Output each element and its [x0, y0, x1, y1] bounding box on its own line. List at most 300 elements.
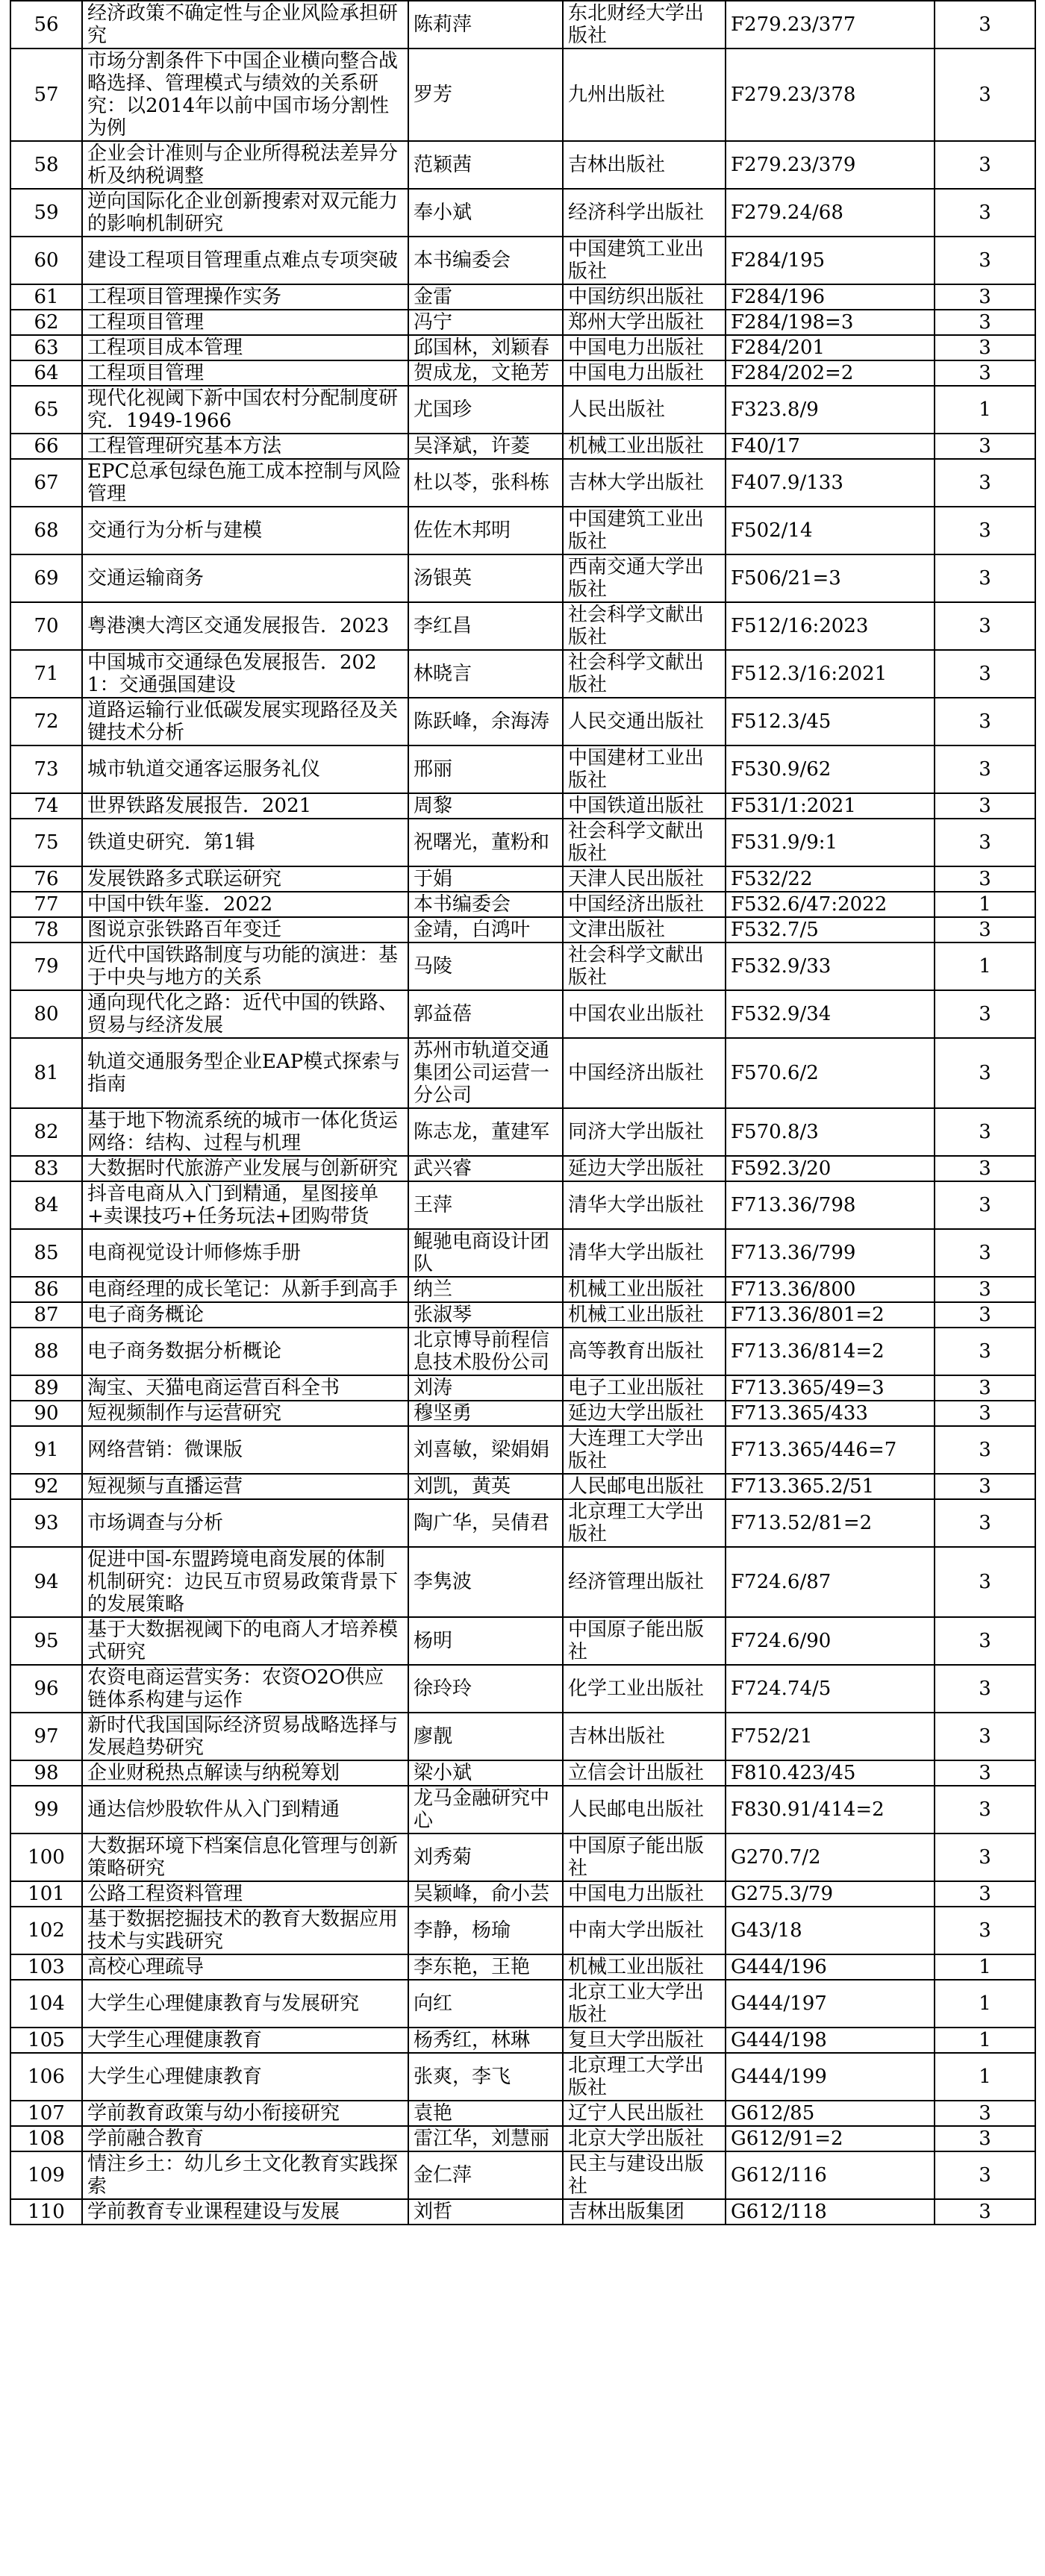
call-number: F724.74/5 — [726, 1665, 935, 1713]
book-publisher: 机械工业出版社 — [563, 434, 726, 459]
book-author: 奉小斌 — [408, 189, 563, 237]
book-title: 电子商务概论 — [82, 1302, 408, 1328]
call-number: F724.6/87 — [726, 1547, 935, 1617]
book-title: EPC总承包绿色施工成本控制与风险管理 — [82, 459, 408, 507]
book-author: 鲲驰电商设计团队 — [408, 1229, 563, 1277]
book-title: 学前融合教育 — [82, 2126, 408, 2151]
book-publisher: 中国原子能出版社 — [563, 1617, 726, 1665]
book-author: 林晓言 — [408, 650, 563, 698]
book-title: 铁道史研究．第1辑 — [82, 819, 408, 866]
book-publisher: 天津人民出版社 — [563, 866, 726, 892]
table-row — [10, 141, 1035, 189]
book-publisher: 机械工业出版社 — [563, 1954, 726, 1980]
table-row — [10, 1, 1035, 49]
book-publisher: 复旦大学出版社 — [563, 2028, 726, 2053]
table-row — [10, 917, 1035, 942]
book-author: 纳兰 — [408, 1277, 563, 1302]
copy-count: 3 — [935, 1881, 1035, 1907]
book-title: 公路工程资料管理 — [82, 1881, 408, 1907]
book-author: 李东艳，王艳 — [408, 1954, 563, 1980]
copy-count: 1 — [935, 1980, 1035, 2028]
table-row — [10, 1499, 1035, 1547]
book-title: 抖音电商从入门到精通，星图接单+卖课技巧+任务玩法+团购带货 — [82, 1181, 408, 1229]
call-number: G612/91=2 — [726, 2126, 935, 2151]
book-title: 工程项目管理 — [82, 310, 408, 335]
copy-count: 3 — [935, 2126, 1035, 2151]
row-number: 58 — [10, 141, 82, 189]
row-number: 108 — [10, 2126, 82, 2151]
copy-count: 3 — [935, 1617, 1035, 1665]
row-number: 59 — [10, 189, 82, 237]
row-number: 75 — [10, 819, 82, 866]
book-publisher: 中国经济出版社 — [563, 892, 726, 917]
book-publisher: 大连理工大学出版社 — [563, 1426, 726, 1474]
call-number: G275.3/79 — [726, 1881, 935, 1907]
table-row — [10, 990, 1035, 1038]
row-number: 68 — [10, 507, 82, 554]
book-title: 淘宝、天猫电商运营百科全书 — [82, 1375, 408, 1401]
book-author: 刘凯，黄英 — [408, 1474, 563, 1499]
call-number: F530.9/62 — [726, 745, 935, 793]
book-title: 高校心理疏导 — [82, 1954, 408, 1980]
table-row — [10, 2101, 1035, 2126]
book-title: 市场分割条件下中国企业横向整合战略选择、管理模式与绩效的关系研究：以2014年以前中国市场分割性为例 — [82, 49, 408, 141]
copy-count: 3 — [935, 189, 1035, 237]
book-publisher: 文津出版社 — [563, 917, 726, 942]
book-author: 金仁萍 — [408, 2151, 563, 2199]
book-publisher: 郑州大学出版社 — [563, 310, 726, 335]
call-number: G444/199 — [726, 2053, 935, 2101]
table-row — [10, 237, 1035, 284]
table-row — [10, 1375, 1035, 1401]
table-row — [10, 1038, 1035, 1108]
book-title: 大学生心理健康教育与发展研究 — [82, 1980, 408, 2028]
book-author: 张淑琴 — [408, 1302, 563, 1328]
copy-count: 3 — [935, 1156, 1035, 1181]
book-publisher: 中国经济出版社 — [563, 1038, 726, 1108]
book-publisher: 人民出版社 — [563, 386, 726, 434]
copy-count: 1 — [935, 942, 1035, 990]
book-author: 于娟 — [408, 866, 563, 892]
book-title: 大学生心理健康教育 — [82, 2053, 408, 2101]
book-publisher: 中国纺织出版社 — [563, 284, 726, 310]
copy-count: 3 — [935, 1108, 1035, 1156]
book-author: 刘哲 — [408, 2199, 563, 2225]
copy-count: 3 — [935, 554, 1035, 602]
book-author: 北京博导前程信息技术股份公司 — [408, 1328, 563, 1375]
copy-count: 3 — [935, 866, 1035, 892]
book-title: 工程项目成本管理 — [82, 335, 408, 360]
row-number: 84 — [10, 1181, 82, 1229]
book-title: 电商经理的成长笔记：从新手到高手 — [82, 1277, 408, 1302]
call-number: F713.365/49=3 — [726, 1375, 935, 1401]
call-number: F512/16:2023 — [726, 602, 935, 650]
call-number: F512.3/45 — [726, 698, 935, 745]
book-publisher: 社会科学文献出版社 — [563, 650, 726, 698]
row-number: 80 — [10, 990, 82, 1038]
copy-count: 3 — [935, 141, 1035, 189]
book-publisher: 社会科学文献出版社 — [563, 819, 726, 866]
book-publisher: 北京理工大学出版社 — [563, 2053, 726, 2101]
book-title: 情注乡土：幼儿乡土文化教育实践探索 — [82, 2151, 408, 2199]
book-publisher: 化学工业出版社 — [563, 1665, 726, 1713]
book-publisher: 中国建筑工业出版社 — [563, 237, 726, 284]
book-publisher: 中国建材工业出版社 — [563, 745, 726, 793]
book-title: 促进中国-东盟跨境电商发展的体制机制研究：边民互市贸易政策背景下的发展策略 — [82, 1547, 408, 1617]
row-number: 56 — [10, 1, 82, 49]
book-author: 杨明 — [408, 1617, 563, 1665]
book-title: 大数据环境下档案信息化管理与创新策略研究 — [82, 1833, 408, 1881]
copy-count: 3 — [935, 1038, 1035, 1108]
table-row — [10, 1302, 1035, 1328]
table-row — [10, 459, 1035, 507]
book-publisher: 吉林出版集团 — [563, 2199, 726, 2225]
table-row — [10, 1617, 1035, 1665]
book-publisher: 延边大学出版社 — [563, 1156, 726, 1181]
book-title: 交通行为分析与建模 — [82, 507, 408, 554]
row-number: 89 — [10, 1375, 82, 1401]
row-number: 95 — [10, 1617, 82, 1665]
book-publisher: 机械工业出版社 — [563, 1302, 726, 1328]
table-row — [10, 284, 1035, 310]
book-publisher: 高等教育出版社 — [563, 1328, 726, 1375]
book-author: 郭益蓓 — [408, 990, 563, 1038]
table-row — [10, 1786, 1035, 1833]
book-author: 尤国珍 — [408, 386, 563, 434]
call-number: F502/14 — [726, 507, 935, 554]
book-title: 大数据时代旅游产业发展与创新研究 — [82, 1156, 408, 1181]
row-number: 63 — [10, 335, 82, 360]
book-author: 金雷 — [408, 284, 563, 310]
call-number: F713.365/446=7 — [726, 1426, 935, 1474]
call-number: G444/196 — [726, 1954, 935, 1980]
call-number: F532.9/34 — [726, 990, 935, 1038]
call-number: G270.7/2 — [726, 1833, 935, 1881]
call-number: F713.36/799 — [726, 1229, 935, 1277]
book-publisher: 北京理工大学出版社 — [563, 1499, 726, 1547]
book-title: 逆向国际化企业创新搜索对双元能力的影响机制研究 — [82, 189, 408, 237]
call-number: F724.6/90 — [726, 1617, 935, 1665]
call-number: F532.7/5 — [726, 917, 935, 942]
book-author: 刘喜敏，梁娟娟 — [408, 1426, 563, 1474]
book-author: 陈志龙，董建军 — [408, 1108, 563, 1156]
book-publisher: 中国建筑工业出版社 — [563, 507, 726, 554]
table-row — [10, 335, 1035, 360]
book-author: 贺成龙，文艳芳 — [408, 360, 563, 386]
book-title: 道路运输行业低碳发展实现路径及关键技术分析 — [82, 698, 408, 745]
call-number: G612/85 — [726, 2101, 935, 2126]
book-title: 建设工程项目管理重点难点专项突破 — [82, 237, 408, 284]
call-number: F284/201 — [726, 335, 935, 360]
table-row — [10, 650, 1035, 698]
copy-count: 3 — [935, 360, 1035, 386]
call-number: F713.365/433 — [726, 1401, 935, 1426]
book-author: 金靖，白鸿叶 — [408, 917, 563, 942]
row-number: 76 — [10, 866, 82, 892]
copy-count: 3 — [935, 1665, 1035, 1713]
call-number: F40/17 — [726, 434, 935, 459]
copy-count: 3 — [935, 335, 1035, 360]
copy-count: 3 — [935, 237, 1035, 284]
book-author: 邢丽 — [408, 745, 563, 793]
table-row — [10, 745, 1035, 793]
book-author: 雷江华，刘慧丽 — [408, 2126, 563, 2151]
row-number: 82 — [10, 1108, 82, 1156]
row-number: 97 — [10, 1713, 82, 1760]
book-author: 龙马金融研究中心 — [408, 1786, 563, 1833]
book-publisher: 吉林出版社 — [563, 141, 726, 189]
row-number: 102 — [10, 1907, 82, 1954]
book-author: 冯宁 — [408, 310, 563, 335]
copy-count: 3 — [935, 1907, 1035, 1954]
call-number: F284/198=3 — [726, 310, 935, 335]
table-row — [10, 1277, 1035, 1302]
book-publisher: 立信会计出版社 — [563, 1760, 726, 1786]
book-title: 近代中国铁路制度与功能的演进：基于中央与地方的关系 — [82, 942, 408, 990]
call-number: F830.91/414=2 — [726, 1786, 935, 1833]
table-row — [10, 49, 1035, 141]
book-title: 企业财税热点解读与纳税筹划 — [82, 1760, 408, 1786]
row-number: 93 — [10, 1499, 82, 1547]
book-publisher: 延边大学出版社 — [563, 1401, 726, 1426]
table-row — [10, 2151, 1035, 2199]
book-publisher: 辽宁人民出版社 — [563, 2101, 726, 2126]
table-row — [10, 434, 1035, 459]
copy-count: 3 — [935, 819, 1035, 866]
row-number: 103 — [10, 1954, 82, 1980]
row-number: 77 — [10, 892, 82, 917]
row-number: 83 — [10, 1156, 82, 1181]
row-number: 92 — [10, 1474, 82, 1499]
row-number: 66 — [10, 434, 82, 459]
table-row — [10, 1181, 1035, 1229]
row-number: 70 — [10, 602, 82, 650]
book-author: 罗芳 — [408, 49, 563, 141]
copy-count: 3 — [935, 1302, 1035, 1328]
book-author: 吴颖峰，俞小芸 — [408, 1881, 563, 1907]
table-row — [10, 1328, 1035, 1375]
book-title: 市场调查与分析 — [82, 1499, 408, 1547]
table-row — [10, 1108, 1035, 1156]
book-author: 本书编委会 — [408, 237, 563, 284]
table-row — [10, 942, 1035, 990]
book-title: 粤港澳大湾区交通发展报告．2023 — [82, 602, 408, 650]
table-row — [10, 310, 1035, 335]
book-title: 经济政策不确定性与企业风险承担研究 — [82, 1, 408, 49]
copy-count: 3 — [935, 1833, 1035, 1881]
book-author: 武兴睿 — [408, 1156, 563, 1181]
book-author: 杨秀红，林琳 — [408, 2028, 563, 2053]
book-publisher: 吉林大学出版社 — [563, 459, 726, 507]
row-number: 57 — [10, 49, 82, 141]
table-row — [10, 1426, 1035, 1474]
copy-count: 3 — [935, 990, 1035, 1038]
book-title: 工程项目管理 — [82, 360, 408, 386]
book-title: 大学生心理健康教育 — [82, 2028, 408, 2053]
book-author: 刘秀菊 — [408, 1833, 563, 1881]
copy-count: 3 — [935, 1547, 1035, 1617]
book-author: 向红 — [408, 1980, 563, 2028]
book-title: 新时代我国国际经济贸易战略选择与发展趋势研究 — [82, 1713, 408, 1760]
book-title: 通达信炒股软件从入门到精通 — [82, 1786, 408, 1833]
copy-count: 3 — [935, 1181, 1035, 1229]
row-number: 78 — [10, 917, 82, 942]
book-author: 本书编委会 — [408, 892, 563, 917]
book-publisher: 东北财经大学出版社 — [563, 1, 726, 49]
book-publisher: 西南交通大学出版社 — [563, 554, 726, 602]
book-author: 陈莉萍 — [408, 1, 563, 49]
table-row — [10, 1881, 1035, 1907]
copy-count: 3 — [935, 434, 1035, 459]
book-author: 杜以苓，张科栋 — [408, 459, 563, 507]
call-number: F531/1:2021 — [726, 793, 935, 819]
book-author: 祝曙光，董粉和 — [408, 819, 563, 866]
book-publisher: 北京大学出版社 — [563, 2126, 726, 2151]
call-number: F570.8/3 — [726, 1108, 935, 1156]
call-number: G444/197 — [726, 1980, 935, 2028]
row-number: 69 — [10, 554, 82, 602]
call-number: F713.36/814=2 — [726, 1328, 935, 1375]
copy-count: 3 — [935, 459, 1035, 507]
table-row — [10, 698, 1035, 745]
row-number: 110 — [10, 2199, 82, 2225]
row-number: 109 — [10, 2151, 82, 2199]
call-number: F323.8/9 — [726, 386, 935, 434]
book-title: 农资电商运营实务：农资O2O供应链体系构建与运作 — [82, 1665, 408, 1713]
book-title: 基于大数据视阈下的电商人才培养模式研究 — [82, 1617, 408, 1665]
copy-count: 3 — [935, 602, 1035, 650]
table-row — [10, 866, 1035, 892]
table-row — [10, 1980, 1035, 2028]
call-number: F279.23/377 — [726, 1, 935, 49]
copy-count: 3 — [935, 793, 1035, 819]
row-number: 105 — [10, 2028, 82, 2053]
copy-count: 3 — [935, 1786, 1035, 1833]
copy-count: 3 — [935, 650, 1035, 698]
row-number: 99 — [10, 1786, 82, 1833]
row-number: 98 — [10, 1760, 82, 1786]
copy-count: 3 — [935, 1713, 1035, 1760]
book-publisher: 电子工业出版社 — [563, 1375, 726, 1401]
book-publisher: 人民邮电出版社 — [563, 1786, 726, 1833]
book-title: 现代化视阈下新中国农村分配制度研究．1949-1966 — [82, 386, 408, 434]
book-title: 通向现代化之路：近代中国的铁路、贸易与经济发展 — [82, 990, 408, 1038]
book-title: 基于数据挖掘技术的教育大数据应用技术与实践研究 — [82, 1907, 408, 1954]
book-publisher: 经济科学出版社 — [563, 189, 726, 237]
book-title: 轨道交通服务型企业EAP模式探索与指南 — [82, 1038, 408, 1108]
call-number: F532/22 — [726, 866, 935, 892]
table-row — [10, 1547, 1035, 1617]
copy-count: 1 — [935, 892, 1035, 917]
book-author: 苏州市轨道交通集团公司运营一分公司 — [408, 1038, 563, 1108]
table-row — [10, 1665, 1035, 1713]
book-publisher: 中国原子能出版社 — [563, 1833, 726, 1881]
book-author: 廖靓 — [408, 1713, 563, 1760]
table-row — [10, 892, 1035, 917]
row-number: 79 — [10, 942, 82, 990]
call-number: F279.24/68 — [726, 189, 935, 237]
book-author: 李红昌 — [408, 602, 563, 650]
call-number: F713.36/798 — [726, 1181, 935, 1229]
book-title: 网络营销：微课版 — [82, 1426, 408, 1474]
copy-count: 3 — [935, 698, 1035, 745]
row-number: 81 — [10, 1038, 82, 1108]
copy-count: 3 — [935, 745, 1035, 793]
row-number: 67 — [10, 459, 82, 507]
book-list-table — [10, 0, 1036, 2225]
book-publisher: 人民邮电出版社 — [563, 1474, 726, 1499]
book-publisher: 社会科学文献出版社 — [563, 602, 726, 650]
copy-count: 1 — [935, 386, 1035, 434]
book-title: 企业会计准则与企业所得税法差异分析及纳税调整 — [82, 141, 408, 189]
book-author: 李隽波 — [408, 1547, 563, 1617]
copy-count: 3 — [935, 917, 1035, 942]
copy-count: 3 — [935, 1277, 1035, 1302]
table-row — [10, 1760, 1035, 1786]
book-author: 袁艳 — [408, 2101, 563, 2126]
book-author: 陈跃峰，余海涛 — [408, 698, 563, 745]
row-number: 62 — [10, 310, 82, 335]
book-author: 范颖茜 — [408, 141, 563, 189]
book-title: 世界铁路发展报告．2021 — [82, 793, 408, 819]
copy-count: 3 — [935, 1426, 1035, 1474]
table-row — [10, 819, 1035, 866]
copy-count: 3 — [935, 310, 1035, 335]
call-number: F531.9/9:1 — [726, 819, 935, 866]
call-number: G444/198 — [726, 2028, 935, 2053]
table-row — [10, 1954, 1035, 1980]
row-number: 106 — [10, 2053, 82, 2101]
book-list-body — [10, 1, 1035, 2225]
book-publisher: 中南大学出版社 — [563, 1907, 726, 1954]
row-number: 61 — [10, 284, 82, 310]
call-number: F810.423/45 — [726, 1760, 935, 1786]
table-row — [10, 2126, 1035, 2151]
book-author: 张爽，李飞 — [408, 2053, 563, 2101]
call-number: F713.365.2/51 — [726, 1474, 935, 1499]
row-number: 65 — [10, 386, 82, 434]
book-publisher: 同济大学出版社 — [563, 1108, 726, 1156]
book-publisher: 人民交通出版社 — [563, 698, 726, 745]
copy-count: 3 — [935, 2151, 1035, 2199]
row-number: 91 — [10, 1426, 82, 1474]
table-row — [10, 602, 1035, 650]
call-number: F713.52/81=2 — [726, 1499, 935, 1547]
book-title: 发展铁路多式联运研究 — [82, 866, 408, 892]
book-publisher: 中国农业出版社 — [563, 990, 726, 1038]
row-number: 71 — [10, 650, 82, 698]
copy-count: 3 — [935, 1499, 1035, 1547]
book-publisher: 中国电力出版社 — [563, 1881, 726, 1907]
book-author: 陶广华，吴倩君 — [408, 1499, 563, 1547]
table-row — [10, 360, 1035, 386]
row-number: 104 — [10, 1980, 82, 2028]
call-number: F407.9/133 — [726, 459, 935, 507]
book-title: 基于地下物流系统的城市一体化货运网络：结构、过程与机理 — [82, 1108, 408, 1156]
book-title: 电商视觉设计师修炼手册 — [82, 1229, 408, 1277]
book-author: 梁小斌 — [408, 1760, 563, 1786]
book-author: 穆坚勇 — [408, 1401, 563, 1426]
copy-count: 3 — [935, 1328, 1035, 1375]
copy-count: 3 — [935, 1474, 1035, 1499]
row-number: 74 — [10, 793, 82, 819]
table-row — [10, 1156, 1035, 1181]
table-row — [10, 2053, 1035, 2101]
book-author: 马陵 — [408, 942, 563, 990]
call-number: F713.36/801=2 — [726, 1302, 935, 1328]
table-row — [10, 2028, 1035, 2053]
row-number: 64 — [10, 360, 82, 386]
